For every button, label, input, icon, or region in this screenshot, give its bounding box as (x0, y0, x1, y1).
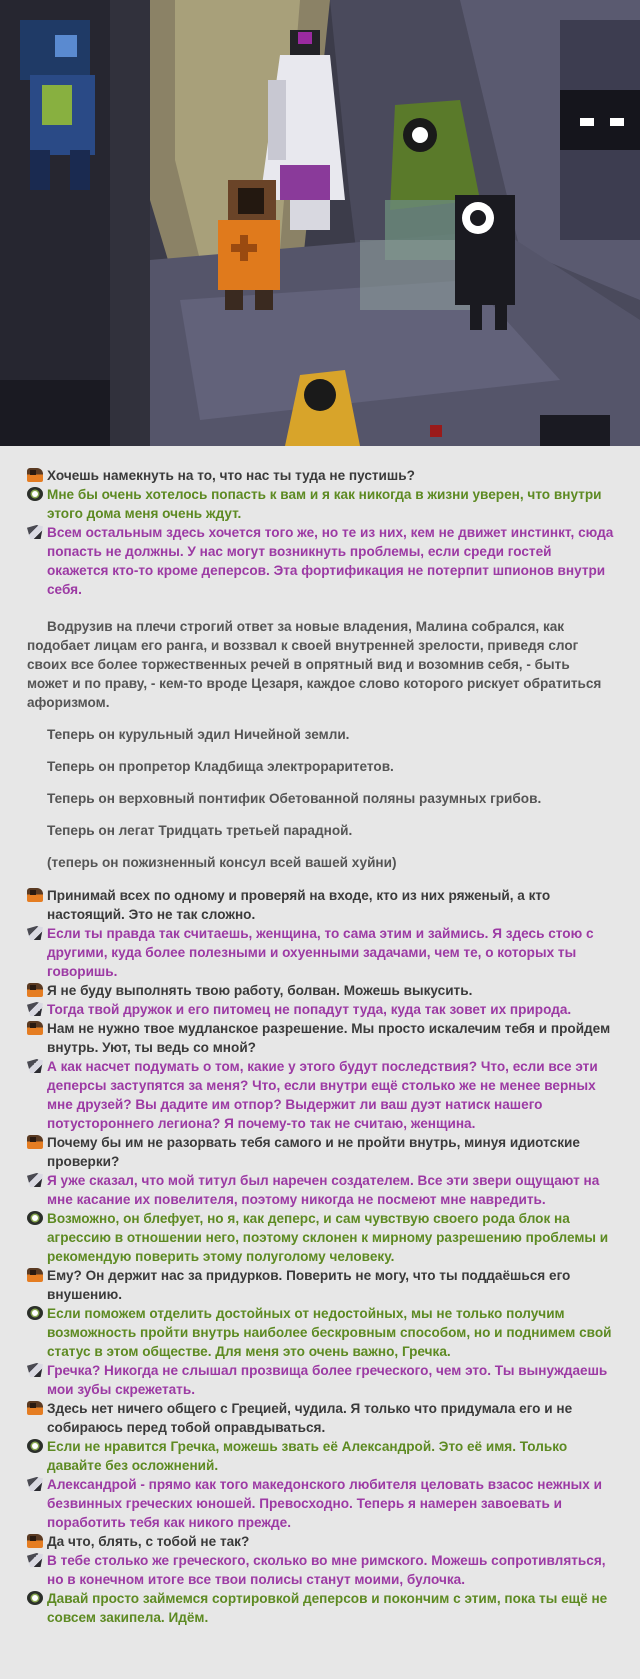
dialogue-line: А как насчет подумать о том, какие у этого будут последствия? Что, если все эти деперсы заступятся за меня? Что, если внутри ещё столько же не менее верных мне друзей? Вы дадите им отпор? Выдержит ли ваш дуэт натиск нашего потустороннего легиона? Я почему-то так не считаю, женщина. (27, 1057, 614, 1133)
dialogue-line: Почему бы им не разорвать тебя самого и не пройти внутрь, минуя идиотские проверки? (27, 1133, 614, 1171)
scene-illustration (0, 0, 640, 446)
dialogue-line: Нам не нужно твое мудланское разрешение. Мы просто искалечим тебя и пройдем внутрь. Уют, ты ведь со мной? (27, 1019, 614, 1057)
dialogue-line: Если поможем отделить достойных от недостойных, мы не только получим возможность пройти внутрь наиболее бескровным способом, но и поднимем свой статус в этом обществе. Для меня это очень важно, Гречка. (27, 1304, 614, 1361)
eye-creature-icon (27, 1591, 43, 1605)
orange-character-icon (27, 1268, 43, 1282)
malina-character-icon (27, 1553, 43, 1567)
orange-character-icon (27, 888, 43, 902)
dialogue-block-a (27, 466, 614, 599)
narration-title-line: Теперь он легат Тридцать третьей парадной. (47, 823, 353, 838)
dialogue-line: Если ты правда так считаешь, женщина, то сама этим и займись. Я здесь стою с другими, куда более полезными и охуенными задачами, чем те, о которых ты говоришь. (27, 924, 614, 981)
eye-creature-icon (27, 1306, 43, 1320)
dialogue-line: Принимай всех по одному и проверяй на входе, кто из них ряженый, а кто настоящий. Это не так сложно. (27, 886, 614, 924)
dialogue-line: Здесь нет ничего общего с Грецией, чудила. Я только что придумала его и не собираюсь перед тобой оправдываться. (27, 1399, 614, 1437)
dialogue-line: Да что, блять, с тобой не так? (27, 1532, 614, 1551)
dialogue-line: Давай просто займемся сортировкой деперсов и покончим с этим, пока ты ещё не совсем закипела. Идём. (27, 1589, 614, 1627)
orange-character-icon (27, 468, 43, 482)
narration-paragraph: Водрузив на плечи строгий ответ за новые владения, Малина собрался, как подобает лицам его ранга, и воззвал к своей внутренней зрелости, приведя слог своих все более торжественных речей в опрятный вид и возомнив себя, - быть может и по праву, - кем-то вроде Цезаря, каждое слово которого рискует обратиться афоризмом. (27, 619, 602, 710)
story-text (0, 446, 640, 1637)
malina-character-icon (27, 926, 43, 940)
dialogue-block-b (27, 886, 614, 1627)
malina-character-icon (27, 1363, 43, 1377)
orange-character-icon (27, 1401, 43, 1415)
malina-character-icon (27, 1477, 43, 1491)
dialogue-line: В тебе столько же греческого, сколько во мне римского. Можешь сопротивляться, но в конечном итоге все твои полисы станут моими, булочка. (27, 1551, 614, 1589)
orange-character-icon (27, 1534, 43, 1548)
narration-title-line: Теперь он курульный эдил Ничейной земли. (47, 727, 350, 742)
pixel-art-scene (0, 0, 640, 446)
dialogue-line: Я не буду выполнять твою работу, болван. Можешь выкусить. (27, 981, 614, 1000)
narration-title-line: Теперь он верховный понтифик Обетованной поляны разумных грибов. (47, 791, 542, 806)
orange-character-icon (27, 1021, 43, 1035)
dialogue-line: Всем остальным здесь хочется того же, но те из них, кем не движет инстинкт, сюда попасть не должны. У нас могут возникнуть проблемы, если среди гостей окажется кто-то кроме деперсов. Эта фортификация не потерпит шпионов внутри себя. (27, 523, 614, 599)
malina-character-icon (27, 1002, 43, 1016)
narration-title-line: Теперь он пропретор Кладбища электрораритетов. (47, 759, 394, 774)
dialogue-line: Александрой - прямо как того македонского любителя целовать взасос нежных и безвинных греческих юношей. Превосходно. Теперь я намерен завоевать и поработить тебя как никого прежде. (27, 1475, 614, 1532)
dialogue-line: Гречка? Никогда не слышал прозвища более греческого, чем это. Ты вынуждаешь мои зубы скрежетать. (27, 1361, 614, 1399)
dialogue-line: Ему? Он держит нас за придурков. Поверить не могу, что ты поддаёшься его внушению. (27, 1266, 614, 1304)
shadow-creature (560, 90, 640, 150)
dialogue-line: Мне бы очень хотелось попасть к вам и я как никогда в жизни уверен, что внутри этого дома меня очень ждут. (27, 485, 614, 523)
dialogue-line: Возможно, он блефует, но я, как деперс, и сам чувствую своего рода блок на агрессию в отношении него, поэтому склонен к мирному разрешению проблемы и рекомендую поверить этому полуголому человеку. (27, 1209, 614, 1266)
malina-character-icon (27, 525, 43, 539)
dialogue-line: Я уже сказал, что мой титул был наречен создателем. Все эти звери ощущают на мне касание их повелителя, поэтому никогда не посмеют мне навредить. (27, 1171, 614, 1209)
dialogue-line: Тогда твой дружок и его питомец не попадут туда, куда так зовет их природа. (27, 1000, 614, 1019)
malina-character-icon (27, 1173, 43, 1187)
malina-character-icon (27, 1059, 43, 1073)
dialogue-line: Если не нравится Гречка, можешь звать её Александрой. Это её имя. Только давайте без осложнений. (27, 1437, 614, 1475)
dialogue-line: Хочешь намекнуть на то, что нас ты туда не пустишь? (27, 466, 614, 485)
orange-character-icon (27, 983, 43, 997)
eye-creature-icon (27, 1211, 43, 1225)
orange-character-icon (27, 1135, 43, 1149)
eye-creature-icon (27, 487, 43, 501)
narration-title-line: (теперь он пожизненный консул всей вашей хуйни) (47, 855, 397, 870)
eye-creature-icon (27, 1439, 43, 1453)
